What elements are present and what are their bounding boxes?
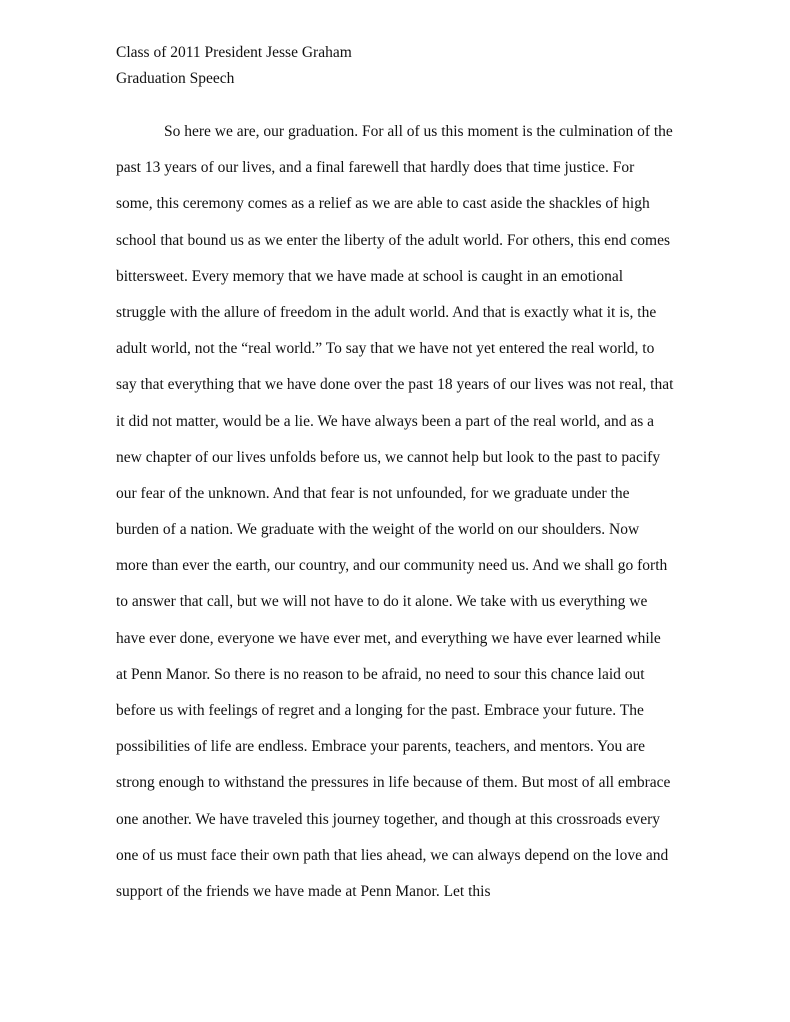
header-author-line: Class of 2011 President Jesse Graham [116,44,352,61]
body-line: before us with feelings of regret and a longing for the past. Embrace your future. The [116,702,644,719]
body-line: have ever done, everyone we have ever met, and everything we have ever learned while [116,629,661,647]
body-line: adult world, not the “real world.” To say that we have not yet entered the real world, to [116,340,655,358]
body-line: at Penn Manor. So there is no reason to be afraid, no need to sour this chance laid out [116,665,645,683]
body-line: possibilities of life are endless. Embrace your parents, teachers, and mentors. You are [116,738,645,756]
speech-body [116,120,676,916]
body-line: some, this ceremony comes as a relief as we are able to cast aside the shackles of high [116,195,650,213]
document-header [116,40,352,92]
body-line: it did not matter, would be a lie. We have always been a part of the real world, and as a [116,412,655,430]
header-title-line: Graduation Speech [116,70,235,87]
body-line: bittersweet. Every memory that we have made at school is caught in an emotional [116,267,624,285]
body-line: our fear of the unknown. And that fear is not unfounded, for we graduate under the [116,484,630,502]
body-line: new chapter of our lives unfolds before us, we cannot help but look to the past to pacify [116,448,661,466]
body-line: to answer that call, but we will not have to do it alone. We take with us everything we [116,593,648,611]
body-line: school that bound us as we enter the liberty of the adult world. For others, this end comes [116,231,671,249]
body-line: more than ever the earth, our country, and our community need us. And we shall go forth [116,557,668,575]
body-line: So here we are, our graduation. For all of us this moment is the culmination of the [164,123,673,140]
body-line: struggle with the allure of freedom in the adult world. And that is exactly what it is, the [116,303,657,321]
body-line: one of us must face their own path that lies ahead, we can always depend on the love and [116,846,669,864]
body-line: strong enough to withstand the pressures in life because of them. But most of all embrace [116,774,671,792]
body-line: burden of a nation. We graduate with the weight of the world on our shoulders. Now [116,521,640,539]
body-line: one another. We have traveled this journey together, and though at this crossroads every [116,810,661,828]
body-line: past 13 years of our lives, and a final farewell that hardly does that time justice. For [116,159,635,177]
body-line: say that everything that we have done over the past 18 years of our lives was not real, that [116,376,674,394]
body-line: support of the friends we have made at Penn Manor. Let this [116,882,491,900]
